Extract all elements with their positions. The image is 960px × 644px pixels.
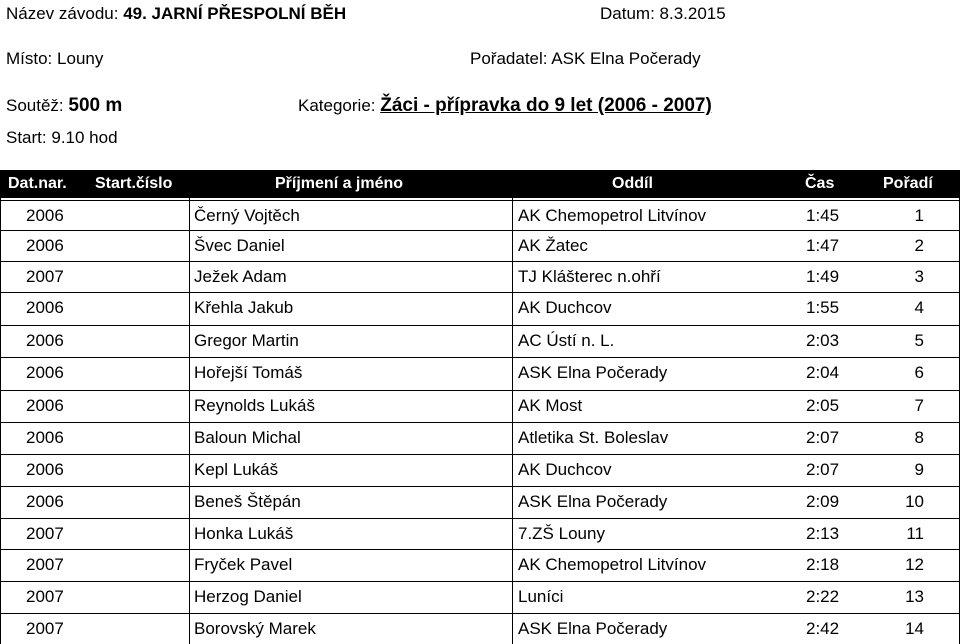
discipline-line (6, 96, 122, 116)
table-row (0, 292, 960, 322)
cell-name: Černý Vojtěch (194, 206, 300, 225)
race-name-line (6, 4, 346, 24)
cell-name: Herzog Daniel (194, 587, 302, 606)
cell-time: 2:09 (806, 492, 840, 511)
discipline-label: Soutěž: (6, 96, 64, 115)
start-line (6, 128, 118, 148)
cell-club: AK Chemopetrol Litvínov (518, 206, 707, 225)
category-line (298, 96, 712, 116)
cell-rank: 14 (905, 619, 924, 638)
cell-year: 2007 (26, 587, 64, 606)
cell-name: Ježek Adam (194, 267, 287, 286)
cell-year: 2007 (26, 524, 64, 543)
cell-year: 2006 (26, 331, 64, 350)
cell-year: 2006 (26, 428, 64, 447)
cell-year: 2006 (26, 396, 64, 415)
cell-club: AK Chemopetrol Litvínov (518, 555, 707, 574)
cell-club: ASK Elna Počerady (518, 619, 668, 638)
table-row (0, 518, 960, 548)
column-rank: Pořadí (883, 175, 933, 192)
table-row (0, 230, 960, 260)
cell-club: ASK Elna Počerady (518, 492, 668, 511)
table-row (0, 613, 960, 643)
place-value: Louny (57, 49, 104, 68)
organizer-value: ASK Elna Počerady (551, 49, 701, 68)
cell-time: 2:13 (806, 524, 840, 543)
cell-rank: 10 (905, 492, 924, 511)
cell-name: Fryček Pavel (194, 555, 293, 574)
cell-name: Švec Daniel (194, 236, 285, 255)
table-row (0, 454, 960, 484)
cell-club: Atletika St. Boleslav (518, 428, 669, 447)
cell-year: 2006 (26, 492, 64, 511)
cell-club: ASK Elna Počerady (518, 363, 668, 382)
organizer-label: Pořadatel: (470, 49, 548, 68)
cell-time: 1:47 (806, 236, 840, 255)
cell-rank: 11 (906, 524, 924, 543)
column-year: Dat.nar. (8, 175, 67, 192)
cell-club: TJ Klášterec n.ohří (518, 267, 661, 286)
cell-name: Hořejší Tomáš (194, 363, 303, 382)
date-label: Datum: (600, 4, 655, 23)
cell-year: 2006 (26, 363, 64, 382)
column-start-number: Start.číslo (95, 175, 173, 192)
place-line (6, 49, 103, 69)
cell-time: 1:49 (806, 267, 840, 286)
race-label: Název závodu: (6, 4, 119, 23)
cell-rank: 8 (914, 428, 924, 447)
cell-name: Kepl Lukáš (194, 460, 279, 479)
cell-year: 2007 (26, 619, 64, 638)
cell-year: 2006 (26, 460, 64, 479)
category-value: Žáci - přípravka do 9 let (2006 - 2007) (380, 95, 712, 116)
date-value: 8.3.2015 (659, 4, 726, 23)
cell-name: Honka Lukáš (194, 524, 294, 543)
results-table-header (0, 170, 960, 198)
cell-club: AK Most (518, 396, 583, 415)
cell-name: Baloun Michal (194, 428, 301, 447)
table-row (0, 422, 960, 452)
cell-club: AK Duchcov (518, 460, 612, 479)
cell-club: AK Žatec (518, 236, 588, 255)
column-club: Oddíl (612, 175, 653, 192)
cell-rank: 5 (914, 331, 924, 350)
cell-year: 2007 (26, 267, 64, 286)
start-value: 9.10 hod (51, 128, 118, 147)
table-row (0, 357, 960, 387)
cell-time: 1:45 (806, 206, 840, 225)
table-row (0, 390, 960, 420)
cell-name: Gregor Martin (194, 331, 299, 350)
cell-time: 2:07 (806, 428, 840, 447)
start-label: Start: (6, 128, 47, 147)
place-label: Místo: (6, 49, 53, 68)
cell-time: 2:18 (806, 555, 840, 574)
cell-club: AC Ústí n. L. (518, 331, 615, 350)
cell-time: 2:42 (806, 619, 840, 638)
table-row (0, 549, 960, 579)
cell-time: 2:07 (806, 460, 840, 479)
cell-club: Luníci (518, 587, 564, 606)
cell-year: 2006 (26, 236, 64, 255)
column-name: Příjmení a jméno (275, 175, 404, 192)
cell-year: 2006 (26, 206, 64, 225)
cell-rank: 6 (914, 363, 924, 382)
table-row (0, 261, 960, 291)
cell-time: 2:05 (806, 396, 840, 415)
column-time: Čas (805, 175, 835, 192)
race-name: 49. JARNÍ PŘESPOLNÍ BĚH (123, 4, 347, 23)
cell-rank: 3 (914, 267, 924, 286)
table-row (0, 325, 960, 355)
cell-club: AK Duchcov (518, 298, 612, 317)
table-row (0, 581, 960, 611)
discipline-value: 500 m (68, 95, 123, 116)
cell-name: Reynolds Lukáš (194, 396, 315, 415)
cell-time: 2:03 (806, 331, 840, 350)
cell-time: 1:55 (806, 298, 840, 317)
table-row (0, 200, 960, 230)
organizer-line (470, 49, 701, 69)
cell-rank: 1 (914, 206, 924, 225)
category-label: Kategorie: (298, 96, 376, 115)
cell-year: 2007 (26, 555, 64, 574)
cell-year: 2006 (26, 298, 64, 317)
cell-name: Borovský Marek (194, 619, 316, 638)
cell-name: Beneš Štěpán (194, 492, 301, 511)
cell-rank: 2 (914, 236, 924, 255)
cell-rank: 12 (905, 555, 924, 574)
cell-club: 7.ZŠ Louny (518, 524, 605, 543)
cell-rank: 9 (914, 460, 924, 479)
cell-rank: 13 (905, 587, 924, 606)
cell-rank: 7 (914, 396, 924, 415)
cell-time: 2:22 (806, 587, 840, 606)
cell-time: 2:04 (806, 363, 840, 382)
cell-rank: 4 (914, 298, 924, 317)
cell-name: Křehla Jakub (194, 298, 294, 317)
table-row (0, 486, 960, 516)
date-line (600, 4, 726, 24)
